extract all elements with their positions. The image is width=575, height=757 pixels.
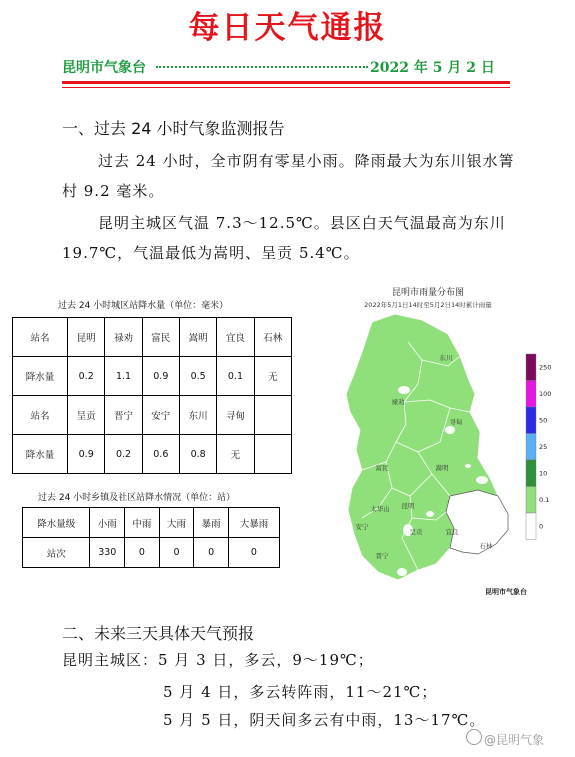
header-rule-thin xyxy=(62,87,510,88)
region-label: 安宁 xyxy=(355,523,369,531)
table-cell: 站次 xyxy=(23,538,90,568)
legend-label: 10 xyxy=(539,469,548,478)
table-cell: 站名 xyxy=(13,396,68,435)
legend-label: 25 xyxy=(539,442,548,451)
bulletin-title: 每日天气通报 xyxy=(188,10,387,46)
table-cell: 降水量 xyxy=(13,357,68,396)
region-label: 晋宁 xyxy=(375,552,389,560)
table-cell: 昆明 xyxy=(68,318,105,357)
township-rainfall-table xyxy=(22,507,280,568)
legend-label: 100 xyxy=(539,389,552,398)
legend-swatch xyxy=(526,487,536,514)
urban-rainfall-table xyxy=(12,317,292,474)
table-cell: 暴雨 xyxy=(194,508,229,538)
table-cell: 大雨 xyxy=(159,508,194,538)
map-subtitle: 2022年5月1日14时至5月2日14时累计雨量 xyxy=(364,301,492,309)
region-label: 寻甸 xyxy=(449,418,463,426)
table-cell: 晋宁 xyxy=(105,396,142,435)
table-cell: 无 xyxy=(254,357,291,396)
legend-swatch xyxy=(526,434,536,461)
region-label: 宜良 xyxy=(445,528,459,536)
table-cell: 0 xyxy=(125,538,160,568)
region-label: 太华山 xyxy=(370,505,390,513)
table-cell: 0 xyxy=(194,538,229,568)
section1-paragraph-2: 昆明主城区气温 7.3～12.5℃。县区白天气温最高为东川 19.7℃，气温最低为嵩明、呈贡 5.4℃。 xyxy=(62,214,506,262)
table-cell: 小雨 xyxy=(90,508,125,538)
legend-swatch xyxy=(526,513,536,540)
watermark: @昆明气象 xyxy=(484,733,545,747)
table-cell: 安宁 xyxy=(142,396,179,435)
forecast-line-1: 昆明主城区：5 月 3 日，多云，9～19℃； xyxy=(62,651,374,669)
table-cell: 中雨 xyxy=(125,508,160,538)
table-cell: 富民 xyxy=(142,318,179,357)
table-cell: 330 xyxy=(90,538,125,568)
table-cell: 0.8 xyxy=(179,435,216,474)
table-cell: 0.9 xyxy=(68,435,105,474)
table-cell: 1.1 xyxy=(105,357,142,396)
map-title: 昆明市雨量分布图 xyxy=(391,288,465,298)
dotted-leader xyxy=(156,66,368,68)
table-cell: 寻甸 xyxy=(217,396,254,435)
region-label: 石林 xyxy=(479,542,493,550)
region-label: 昆明 xyxy=(401,502,415,510)
legend-swatch xyxy=(526,407,536,434)
shilin-area xyxy=(446,490,508,554)
table1-caption: 过去 24 小时城区站降水量（单位：毫米） xyxy=(58,301,229,311)
rainfall-distribution-map xyxy=(300,282,555,602)
table-cell: 降水量级 xyxy=(23,508,90,538)
legend-swatch xyxy=(526,354,536,381)
table-cell: 宜良 xyxy=(217,318,254,357)
section1-paragraph-1: 过去 24 小时，全市阴有零星小雨。降雨最大为东川银水箐村 9.2 毫米。 xyxy=(62,152,515,200)
region-label: 嵩明 xyxy=(435,464,449,472)
table2-caption: 过去 24 小时乡镇及社区站降水情况（单位：站） xyxy=(38,493,236,503)
issuing-org: 昆明市气象台 xyxy=(62,60,146,76)
table-cell: 大暴雨 xyxy=(228,508,279,538)
table-cell: 0.1 xyxy=(217,357,254,396)
table-cell: 嵩明 xyxy=(179,318,216,357)
table-cell xyxy=(254,396,291,435)
legend-label: 0.1 xyxy=(539,495,550,504)
table-cell: 0 xyxy=(228,538,279,568)
legend-label: 50 xyxy=(539,416,548,425)
table-cell: 0.2 xyxy=(105,435,142,474)
table-cell: 东川 xyxy=(179,396,216,435)
table-cell: 站名 xyxy=(13,318,68,357)
region-label: 禄劝 xyxy=(391,398,405,406)
forecast-line-2: 5 月 4 日，多云转阵雨，11～21℃； xyxy=(163,683,438,701)
table-cell: 0.6 xyxy=(142,435,179,474)
region-label: 东川 xyxy=(439,354,453,362)
region-label: 呈贡 xyxy=(409,528,423,536)
table-cell: 无 xyxy=(217,435,254,474)
issue-date: 2022 年 5 月 2 日 xyxy=(370,60,495,76)
forecast-line-3: 5 月 5 日，阴天间多云有中雨，13～17℃。 xyxy=(163,711,486,729)
table-cell: 0.9 xyxy=(142,357,179,396)
map-credit: 昆明市气象台 xyxy=(485,588,527,596)
table-cell: 0.2 xyxy=(68,357,105,396)
table-cell: 0.5 xyxy=(179,357,216,396)
header-rule-thick xyxy=(62,81,510,84)
table-cell: 石林 xyxy=(254,318,291,357)
region-label: 富民 xyxy=(375,464,389,472)
table-cell xyxy=(254,435,291,474)
legend-swatch xyxy=(526,381,536,408)
legend-label: 0 xyxy=(539,522,544,531)
section2-heading: 二、未来三天具体天气预报 xyxy=(62,624,255,643)
table-cell: 禄劝 xyxy=(105,318,142,357)
legend-label: 250 xyxy=(539,363,552,372)
table-cell: 降水量 xyxy=(13,435,68,474)
section1-heading: 一、过去 24 小时气象监测报告 xyxy=(62,119,285,138)
table-cell: 呈贡 xyxy=(68,396,105,435)
legend-swatch xyxy=(526,460,536,487)
weibo-icon xyxy=(466,729,482,745)
map-legend xyxy=(526,354,551,540)
table-cell: 0 xyxy=(159,538,194,568)
